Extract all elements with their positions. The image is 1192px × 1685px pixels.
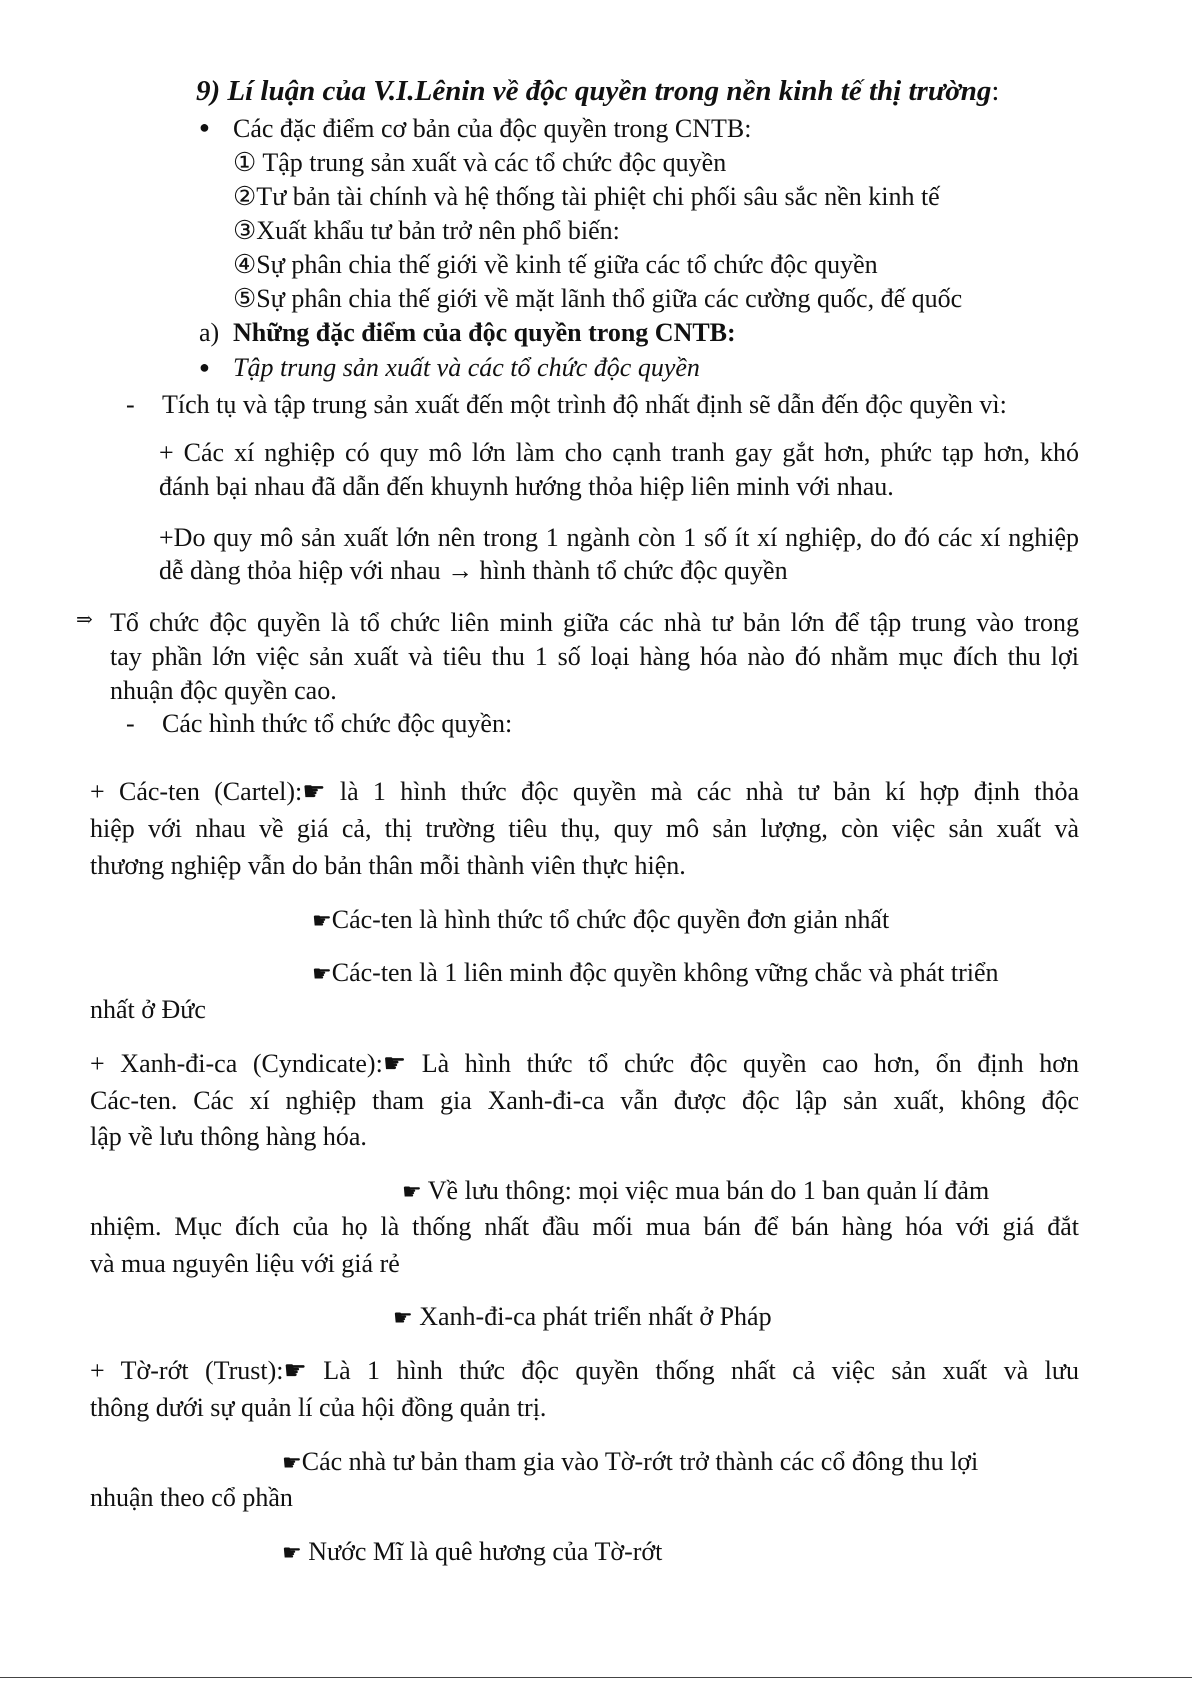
pointing-hand-icon: ☛	[282, 1540, 302, 1565]
trust-note-1-line-2: nhuận theo cổ phần	[90, 1483, 293, 1512]
bullet-icon: ●	[199, 357, 210, 377]
cartel-note-2	[312, 960, 999, 986]
syndicate-line-2: Các-ten. Các xí nghiệp tham gia Xanh-đi-ca vẫn được độc lập sản xuất, không độc	[90, 1086, 1079, 1115]
page-title	[196, 77, 999, 106]
pointing-hand-icon: ☛	[312, 908, 332, 933]
pointing-hand-icon: ☛	[312, 961, 332, 986]
trust-note-2-text: Nước Mĩ là quê hương của Tờ-rớt	[308, 1537, 663, 1566]
definition-line-1: Tổ chức độc quyền là tổ chức liên minh giữa các nhà tư bản lớn để tập trung vào trong	[110, 608, 1079, 637]
trust-line-2: thông dưới sự quản lí của hội đồng quản trị.	[90, 1393, 547, 1422]
title-colon: :	[991, 75, 1000, 107]
section-a-marker: a)	[199, 318, 220, 347]
reason-1-line-1: + Các xí nghiệp có quy mô lớn làm cho cạnh tranh gay gắt hơn, phức tạp hơn, khó	[159, 438, 1079, 467]
title-text: 9) Lí luận của V.I.Lênin về độc quyền trong nền kinh tế thị trường	[196, 75, 992, 107]
cartel-line-3: thương nghiệp vẫn do bản thân mỗi thành viên thực hiện.	[90, 851, 686, 880]
definition-line-2: tay phần lớn việc sản xuất và tiêu thu 1 số loại hàng hóa nào đó nhằm mục đích thu lợi	[110, 642, 1079, 671]
reason-2-line-1: +Do quy mô sản xuất lớn nên trong 1 ngành còn 1 số ít xí nghiệp, do đó các xí nghiệp	[159, 523, 1079, 552]
syndicate-line-1: + Xanh-đi-ca (Cyndicate):☛ Là hình thức tổ chức độc quyền cao hơn, ổn định hơn	[90, 1049, 1079, 1078]
reason-2-line-2: dễ dàng thỏa hiệp với nhau → hình thành tổ chức độc quyền	[159, 556, 788, 585]
reason-1-line-2: đánh bại nhau đã dẫn đến khuynh hướng thỏa hiệp liên minh với nhau.	[159, 472, 894, 501]
syndicate-line-3: lập về lưu thông hàng hóa.	[90, 1122, 367, 1151]
syndicate-note-2	[393, 1304, 772, 1330]
cartel-note-2-line-2: nhất ở Đức	[90, 995, 206, 1024]
pointing-hand-icon: ☛	[393, 1305, 413, 1330]
cartel-line-2: hiệp với nhau về giá cả, thị trường tiêu thụ, quy mô sản lượng, còn việc sản xuất và	[90, 814, 1079, 843]
dash-marker: -	[126, 390, 135, 419]
footer-divider	[0, 1677, 1192, 1678]
feature-item: ③Xuất khẩu tư bản trở nên phổ biến:	[233, 216, 620, 245]
syndicate-note-2-text: Xanh-đi-ca phát triển nhất ở Pháp	[419, 1302, 772, 1331]
definition-line-3: nhuận độc quyền cao.	[110, 676, 337, 705]
cartel-note-1-text: Các-ten là hình thức tổ chức độc quyền đơn giản nhất	[331, 905, 890, 934]
trust-line-1: + Tờ-rớt (Trust):☛ Là 1 hình thức độc quyền thống nhất cả việc sản xuất và lưu	[90, 1356, 1079, 1385]
syndicate-note-1-line-2: nhiệm. Mục đích của họ là thống nhất đầu mối mua bán để bán hàng hóa với giá đắt	[90, 1212, 1079, 1241]
syndicate-note-1	[402, 1178, 989, 1204]
feature-item: ④Sự phân chia thế giới về kinh tế giữa các tổ chức độc quyền	[233, 250, 878, 279]
arrow-icon: ⇒	[76, 609, 93, 631]
cartel-note-2-text: Các-ten là 1 liên minh độc quyền không vững chắc và phát triển	[331, 958, 999, 987]
trust-note-1-text: Các nhà tư bản tham gia vào Tờ-rớt trở thành các cổ đông thu lợi	[301, 1447, 979, 1476]
subsection-title: Tập trung sản xuất và các tổ chức độc quyền	[233, 353, 700, 382]
feature-item: ②Tư bản tài chính và hệ thống tài phiệt chi phối sâu sắc nền kinh tế	[233, 182, 940, 211]
bullet-icon: ●	[199, 117, 210, 137]
section-a-title: Những đặc điểm của độc quyền trong CNTB:	[233, 318, 736, 347]
dash-marker: -	[126, 709, 135, 738]
feature-item: ⑤Sự phân chia thế giới về mặt lãnh thổ giữa các cường quốc, đế quốc	[233, 284, 963, 313]
trust-note-1	[282, 1449, 978, 1475]
pointing-hand-icon: ☛	[402, 1179, 422, 1204]
feature-item: ① Tập trung sản xuất và các tổ chức độc quyền	[233, 148, 727, 177]
forms-lead: Các hình thức tổ chức độc quyền:	[162, 709, 513, 738]
pointing-hand-icon: ☛	[282, 1450, 302, 1475]
syndicate-note-1-text: Về lưu thông: mọi việc mua bán do 1 ban quản lí đảm	[427, 1176, 990, 1205]
syndicate-note-1-line-3: và mua nguyên liệu với giá rẻ	[90, 1249, 400, 1278]
trust-note-2	[282, 1539, 662, 1565]
cartel-note-1	[312, 907, 889, 933]
cartel-line-1: + Các-ten (Cartel):☛ là 1 hình thức độc quyền mà các nhà tư bản kí hợp định thỏa	[90, 777, 1079, 806]
features-heading: Các đặc điểm cơ bản của độc quyền trong CNTB:	[233, 114, 752, 143]
concentration-lead: Tích tụ và tập trung sản xuất đến một trình độ nhất định sẽ dẫn đến độc quyền vì:	[162, 390, 1007, 419]
